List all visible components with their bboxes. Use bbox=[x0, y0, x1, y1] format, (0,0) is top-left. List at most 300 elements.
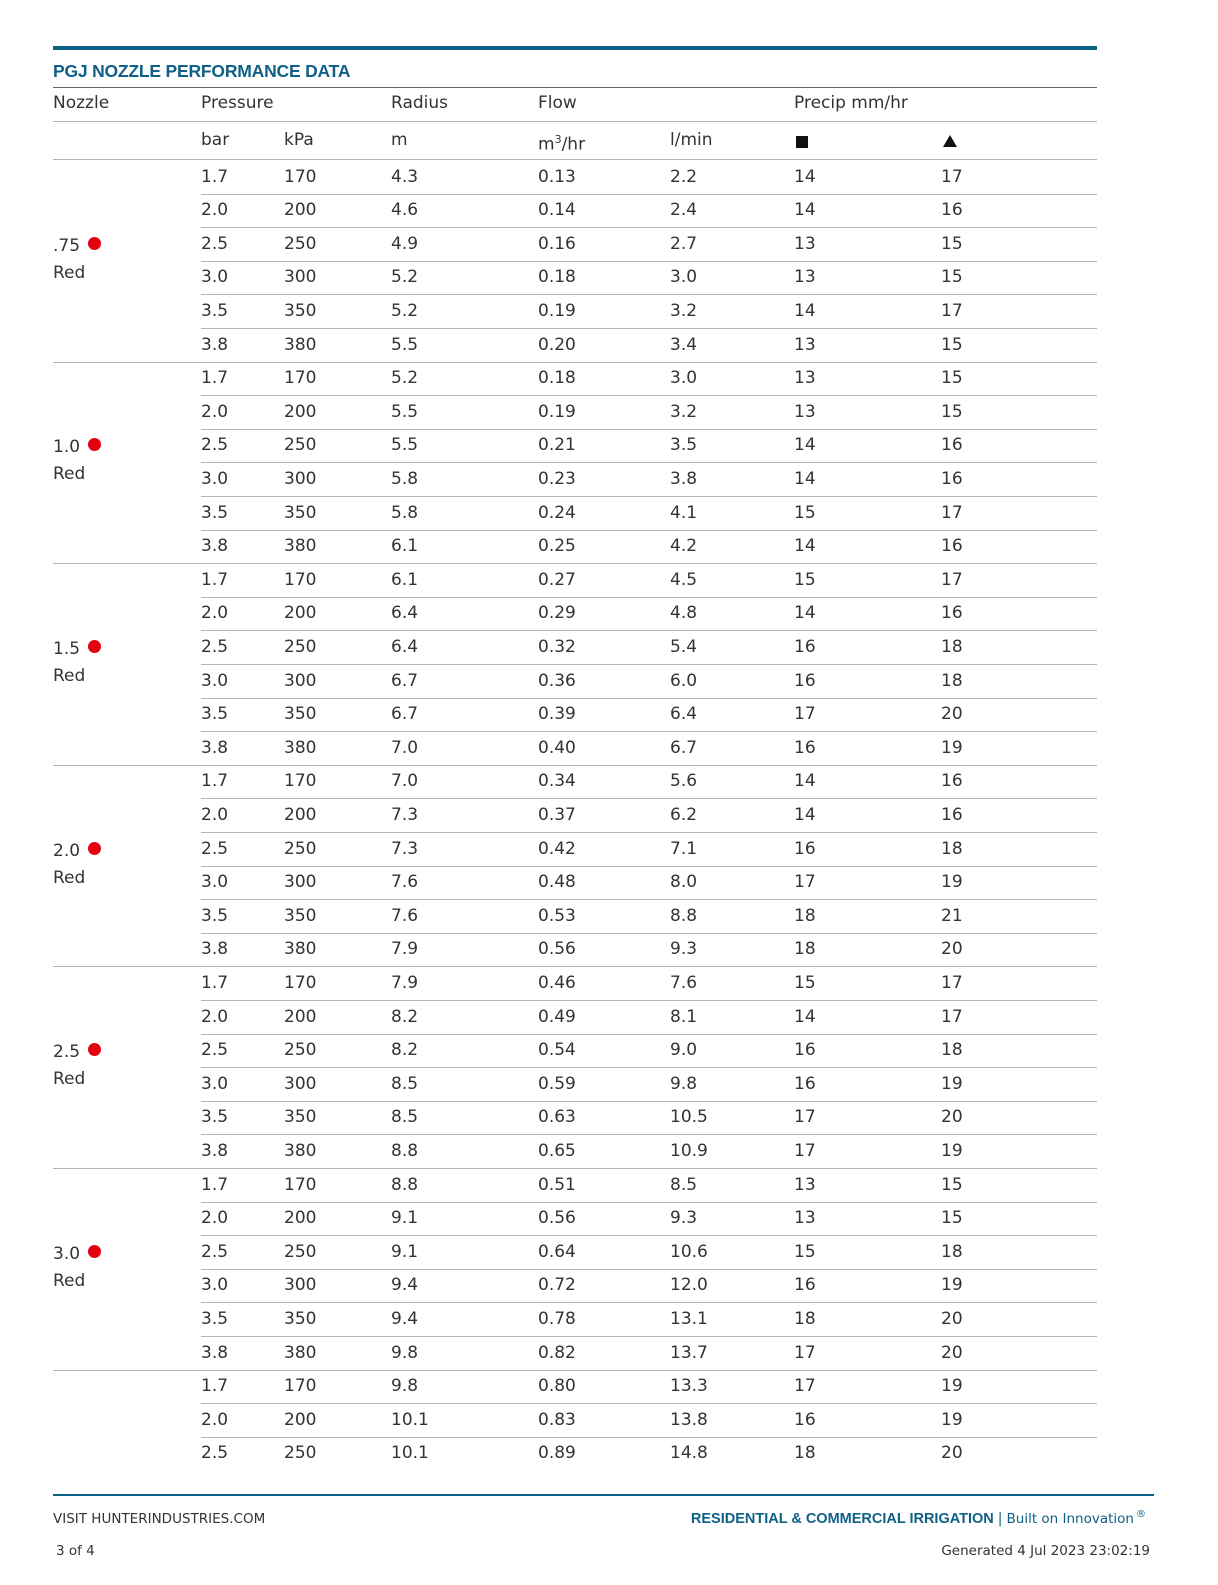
table-cell: 3.0 bbox=[670, 368, 698, 389]
table-cell: 16 bbox=[794, 1275, 816, 1296]
table-cell: 250 bbox=[284, 838, 317, 859]
footer-visit: VISIT HUNTERINDUSTRIES.COM bbox=[53, 1511, 266, 1527]
table-cell: 13 bbox=[794, 233, 816, 254]
table-cell: 17 bbox=[941, 502, 963, 523]
nozzle-label bbox=[53, 1039, 101, 1093]
table-cell: 13 bbox=[794, 1174, 816, 1195]
table-cell: 0.20 bbox=[538, 334, 576, 355]
table-cell: 18 bbox=[794, 1308, 816, 1329]
table-cell: 380 bbox=[284, 536, 317, 557]
table-cell: 3.5 bbox=[201, 1308, 229, 1329]
table-cell: 300 bbox=[284, 468, 317, 489]
top-rule bbox=[53, 46, 1097, 50]
row-divider bbox=[201, 1034, 1097, 1035]
table-cell: 4.3 bbox=[391, 166, 419, 187]
table-cell: 16 bbox=[941, 603, 963, 624]
table-cell: 2.5 bbox=[201, 1040, 229, 1061]
table-cell: 0.64 bbox=[538, 1241, 576, 1262]
header-rule bbox=[53, 87, 1097, 88]
table-cell: 1.7 bbox=[201, 771, 229, 792]
table-cell: 0.82 bbox=[538, 1342, 576, 1363]
table-cell: 300 bbox=[284, 1073, 317, 1094]
table-cell: 3.5 bbox=[201, 704, 229, 725]
table-cell: 250 bbox=[284, 233, 317, 254]
table-cell: 16 bbox=[941, 771, 963, 792]
table-cell: 12.0 bbox=[670, 1275, 708, 1296]
table-cell: 7.0 bbox=[391, 771, 419, 792]
table-cell: 0.53 bbox=[538, 905, 576, 926]
table-cell: 380 bbox=[284, 939, 317, 960]
table-cell: 2.5 bbox=[201, 1241, 229, 1262]
table-cell: 18 bbox=[941, 1040, 963, 1061]
table-cell: 380 bbox=[284, 334, 317, 355]
table-cell: 5.2 bbox=[391, 368, 419, 389]
footer-rule bbox=[53, 1494, 1154, 1496]
table-cell: 0.14 bbox=[538, 200, 576, 221]
table-cell: 2.0 bbox=[201, 1006, 229, 1027]
table-cell: 14 bbox=[794, 1006, 816, 1027]
table-cell: 6.4 bbox=[391, 636, 419, 657]
table-cell: 3.0 bbox=[201, 468, 229, 489]
table-cell: 17 bbox=[794, 1140, 816, 1161]
table-cell: 0.23 bbox=[538, 468, 576, 489]
table-cell: 0.89 bbox=[538, 1443, 576, 1464]
table-cell: 3.5 bbox=[670, 435, 698, 456]
row-divider bbox=[201, 597, 1097, 598]
table-cell: 3.0 bbox=[201, 1275, 229, 1296]
nozzle-size: .75 bbox=[53, 235, 81, 256]
table-cell: 350 bbox=[284, 1308, 317, 1329]
nozzle-label bbox=[53, 1241, 101, 1295]
group-divider bbox=[53, 966, 1097, 967]
table-cell: 9.3 bbox=[670, 1208, 698, 1229]
table-cell: 16 bbox=[794, 1409, 816, 1430]
table-cell: 18 bbox=[941, 636, 963, 657]
row-divider bbox=[201, 261, 1097, 262]
group-divider bbox=[53, 362, 1097, 363]
table-cell: 8.2 bbox=[391, 1006, 419, 1027]
table-cell: 2.5 bbox=[201, 233, 229, 254]
table-cell: 7.3 bbox=[391, 838, 419, 859]
nozzle-label bbox=[53, 838, 101, 892]
footer-tagline: Built on Innovation bbox=[1006, 1511, 1134, 1527]
table-cell: 15 bbox=[941, 368, 963, 389]
table-cell: 0.29 bbox=[538, 603, 576, 624]
table-cell: 19 bbox=[941, 1376, 963, 1397]
table-cell: 13 bbox=[794, 334, 816, 355]
header-flow: Flow bbox=[538, 93, 577, 113]
color-dot-icon bbox=[88, 438, 101, 451]
color-dot-icon bbox=[88, 237, 101, 250]
table-cell: 17 bbox=[794, 1376, 816, 1397]
table-cell: 8.8 bbox=[391, 1174, 419, 1195]
unit-lmin: l/min bbox=[670, 130, 713, 150]
table-cell: 300 bbox=[284, 872, 317, 893]
table-cell: 17 bbox=[794, 704, 816, 725]
table-cell: 8.1 bbox=[670, 1006, 698, 1027]
table-cell: 0.37 bbox=[538, 804, 576, 825]
table-cell: 17 bbox=[941, 972, 963, 993]
table-cell: 5.5 bbox=[391, 401, 419, 422]
group-divider bbox=[53, 765, 1097, 766]
unit-bar: bar bbox=[201, 130, 230, 150]
table-cell: 13 bbox=[794, 401, 816, 422]
table-cell: 15 bbox=[941, 334, 963, 355]
table-cell: 6.1 bbox=[391, 569, 419, 590]
table-cell: 0.59 bbox=[538, 1073, 576, 1094]
nozzle-label bbox=[53, 233, 101, 287]
table-cell: 200 bbox=[284, 1409, 317, 1430]
row-divider bbox=[201, 1403, 1097, 1404]
table-cell: 300 bbox=[284, 1275, 317, 1296]
table-cell: 170 bbox=[284, 368, 317, 389]
header-divider bbox=[53, 121, 1097, 122]
table-cell: 0.18 bbox=[538, 267, 576, 288]
table-cell: 1.7 bbox=[201, 166, 229, 187]
table-cell: 8.5 bbox=[670, 1174, 698, 1195]
table-cell: 14.8 bbox=[670, 1443, 708, 1464]
table-cell: 17 bbox=[794, 1342, 816, 1363]
registered-mark: ® bbox=[1136, 1509, 1146, 1520]
table-cell: 21 bbox=[941, 905, 963, 926]
nozzle-color: Red bbox=[53, 464, 86, 485]
table-cell: 4.2 bbox=[670, 536, 698, 557]
footer-generated: Generated 4 Jul 2023 23:02:19 bbox=[941, 1543, 1150, 1559]
table-cell: 16 bbox=[794, 1073, 816, 1094]
table-cell: 0.49 bbox=[538, 1006, 576, 1027]
table-cell: 170 bbox=[284, 771, 317, 792]
table-cell: 15 bbox=[941, 1174, 963, 1195]
table-cell: 0.13 bbox=[538, 166, 576, 187]
nozzle-size: 2.0 bbox=[53, 840, 81, 861]
nozzle-color: Red bbox=[53, 867, 86, 888]
unit-m3hr: $m^3/hr$ bbox=[538, 133, 586, 155]
row-divider bbox=[201, 1437, 1097, 1438]
square-icon bbox=[796, 133, 808, 153]
table-cell: 6.7 bbox=[391, 704, 419, 725]
table-cell: 14 bbox=[794, 536, 816, 557]
table-cell: 13.3 bbox=[670, 1376, 708, 1397]
table-cell: 10.9 bbox=[670, 1140, 708, 1161]
table-cell: 0.56 bbox=[538, 1208, 576, 1229]
table-cell: 15 bbox=[941, 401, 963, 422]
row-divider bbox=[201, 1202, 1097, 1203]
table-cell: 17 bbox=[794, 872, 816, 893]
table-cell: 0.39 bbox=[538, 704, 576, 725]
table-cell: 5.5 bbox=[391, 334, 419, 355]
header-nozzle: Nozzle bbox=[53, 93, 110, 113]
group-divider bbox=[53, 563, 1097, 564]
row-divider bbox=[201, 1302, 1097, 1303]
table-cell: 0.54 bbox=[538, 1040, 576, 1061]
table-cell: 200 bbox=[284, 804, 317, 825]
table-cell: 7.6 bbox=[391, 905, 419, 926]
table-cell: 350 bbox=[284, 905, 317, 926]
table-cell: 10.6 bbox=[670, 1241, 708, 1262]
table-cell: 5.4 bbox=[670, 636, 698, 657]
table-cell: 17 bbox=[941, 569, 963, 590]
table-cell: 300 bbox=[284, 267, 317, 288]
table-cell: 17 bbox=[794, 1107, 816, 1128]
color-dot-icon bbox=[88, 1245, 101, 1258]
table-cell: 14 bbox=[794, 771, 816, 792]
table-cell: 16 bbox=[941, 435, 963, 456]
nozzle-size: 1.5 bbox=[53, 639, 81, 659]
row-divider bbox=[201, 429, 1097, 430]
nozzle-size: 3.0 bbox=[53, 1243, 81, 1264]
table-cell: 2.4 bbox=[670, 200, 698, 221]
table-cell: 170 bbox=[284, 166, 317, 187]
table-cell: 7.9 bbox=[391, 939, 419, 960]
table-cell: 3.8 bbox=[201, 939, 229, 960]
table-cell: 20 bbox=[941, 1308, 963, 1329]
table-cell: 15 bbox=[794, 1241, 816, 1262]
table-cell: 20 bbox=[941, 1342, 963, 1363]
table-cell: 1.7 bbox=[201, 1376, 229, 1397]
table-cell: 170 bbox=[284, 569, 317, 590]
table-cell: 3.2 bbox=[670, 401, 698, 422]
row-divider bbox=[201, 731, 1097, 732]
table-cell: 19 bbox=[941, 872, 963, 893]
table-cell: 8.0 bbox=[670, 872, 698, 893]
table-cell: 0.51 bbox=[538, 1174, 576, 1195]
table-cell: 8.8 bbox=[670, 905, 698, 926]
row-divider bbox=[201, 664, 1097, 665]
table-cell: 14 bbox=[794, 200, 816, 221]
table-cell: 9.4 bbox=[391, 1275, 419, 1296]
table-cell: 0.65 bbox=[538, 1140, 576, 1161]
table-cell: 14 bbox=[794, 603, 816, 624]
row-divider bbox=[201, 328, 1097, 329]
row-divider bbox=[201, 1269, 1097, 1270]
table-cell: 16 bbox=[794, 838, 816, 859]
table-cell: 17 bbox=[941, 300, 963, 321]
table-cell: 2.5 bbox=[201, 435, 229, 456]
table-cell: 15 bbox=[941, 267, 963, 288]
table-cell: 0.42 bbox=[538, 838, 576, 859]
table-cell: 19 bbox=[941, 1073, 963, 1094]
table-cell: 3.8 bbox=[201, 536, 229, 557]
table-cell: 1.7 bbox=[201, 972, 229, 993]
table-cell: 250 bbox=[284, 636, 317, 657]
table-cell: 7.3 bbox=[391, 804, 419, 825]
table-cell: 9.4 bbox=[391, 1308, 419, 1329]
table-cell: 9.8 bbox=[391, 1376, 419, 1397]
table-cell: 15 bbox=[794, 502, 816, 523]
table-cell: 16 bbox=[941, 804, 963, 825]
table-cell: 14 bbox=[794, 468, 816, 489]
table-cell: 0.25 bbox=[538, 536, 576, 557]
table-cell: 2.0 bbox=[201, 1208, 229, 1229]
table-cell: 10.1 bbox=[391, 1409, 429, 1430]
footer-brand bbox=[691, 1509, 1146, 1527]
table-cell: 3.8 bbox=[201, 1140, 229, 1161]
table-cell: 9.3 bbox=[670, 939, 698, 960]
header-pressure: Pressure bbox=[201, 93, 274, 113]
table-cell: 0.36 bbox=[538, 670, 576, 691]
nozzle-color: Red bbox=[53, 262, 86, 283]
nozzle-label bbox=[53, 636, 101, 690]
table-cell: 14 bbox=[794, 435, 816, 456]
nozzle-color: Red bbox=[53, 666, 86, 686]
nozzle-size: 1.0 bbox=[53, 437, 81, 458]
table-cell: 200 bbox=[284, 1006, 317, 1027]
units-divider bbox=[53, 159, 1097, 160]
table-cell: 0.18 bbox=[538, 368, 576, 389]
table-cell: 380 bbox=[284, 737, 317, 758]
table-cell: 7.9 bbox=[391, 972, 419, 993]
table-cell: 18 bbox=[941, 670, 963, 691]
triangle-icon bbox=[943, 132, 957, 152]
footer-brand-name: RESIDENTIAL & COMMERCIAL IRRIGATION bbox=[690, 1511, 994, 1527]
table-cell: 3.5 bbox=[201, 1107, 229, 1128]
nozzle-color: Red bbox=[53, 1270, 86, 1291]
table-cell: 15 bbox=[794, 972, 816, 993]
table-cell: 1.7 bbox=[201, 1174, 229, 1195]
table-cell: 6.2 bbox=[670, 804, 698, 825]
row-divider bbox=[201, 798, 1097, 799]
table-cell: 13 bbox=[794, 1208, 816, 1229]
header-precip: Precip mm/hr bbox=[794, 93, 908, 113]
table-cell: 250 bbox=[284, 1040, 317, 1061]
table-cell: 250 bbox=[284, 1241, 317, 1262]
color-dot-icon bbox=[88, 842, 101, 855]
table-cell: 3.4 bbox=[670, 334, 698, 355]
table-cell: 0.83 bbox=[538, 1409, 576, 1430]
table-cell: 19 bbox=[941, 1275, 963, 1296]
table-cell: 4.9 bbox=[391, 233, 419, 254]
row-divider bbox=[201, 227, 1097, 228]
color-dot-icon bbox=[88, 1043, 101, 1056]
table-cell: 8.5 bbox=[391, 1107, 419, 1128]
table-cell: 18 bbox=[794, 905, 816, 926]
table-cell: 7.6 bbox=[670, 972, 698, 993]
table-cell: 13.8 bbox=[670, 1409, 708, 1430]
table-cell: 15 bbox=[941, 233, 963, 254]
table-cell: 8.8 bbox=[391, 1140, 419, 1161]
table-cell: 0.16 bbox=[538, 233, 576, 254]
table-cell: 19 bbox=[941, 737, 963, 758]
table-cell: 200 bbox=[284, 1208, 317, 1229]
table-cell: 5.5 bbox=[391, 435, 419, 456]
table-cell: 16 bbox=[941, 200, 963, 221]
table-cell: 200 bbox=[284, 401, 317, 422]
row-divider bbox=[201, 1067, 1097, 1068]
table-cell: 6.7 bbox=[391, 670, 419, 691]
row-divider bbox=[201, 832, 1097, 833]
table-cell: 9.8 bbox=[670, 1073, 698, 1094]
table-cell: 0.63 bbox=[538, 1107, 576, 1128]
table-cell: 3.5 bbox=[201, 300, 229, 321]
table-cell: 4.8 bbox=[670, 603, 698, 624]
table-cell: 2.0 bbox=[201, 1409, 229, 1430]
table-cell: 6.0 bbox=[670, 670, 698, 691]
table-cell: 8.5 bbox=[391, 1073, 419, 1094]
table-cell: 3.8 bbox=[201, 334, 229, 355]
table-cell: 3.0 bbox=[670, 267, 698, 288]
footer-page-number: 3 of 4 bbox=[56, 1543, 95, 1559]
table-cell: 0.48 bbox=[538, 872, 576, 893]
row-divider bbox=[201, 395, 1097, 396]
table-cell: 170 bbox=[284, 972, 317, 993]
nozzle-label bbox=[53, 434, 101, 488]
table-cell: 9.1 bbox=[391, 1241, 419, 1262]
unit-kpa: kPa bbox=[284, 130, 314, 150]
table-cell: 18 bbox=[794, 1443, 816, 1464]
table-cell: 380 bbox=[284, 1342, 317, 1363]
table-cell: 20 bbox=[941, 939, 963, 960]
table-cell: 2.0 bbox=[201, 200, 229, 221]
footer-brand-separator: | bbox=[997, 1511, 1003, 1527]
table-cell: 7.0 bbox=[391, 737, 419, 758]
nozzle-size: 2.5 bbox=[53, 1042, 81, 1063]
table-cell: 0.40 bbox=[538, 737, 576, 758]
table-cell: 18 bbox=[794, 939, 816, 960]
table-cell: 16 bbox=[941, 468, 963, 489]
table-cell: 3.0 bbox=[201, 1073, 229, 1094]
table-cell: 0.80 bbox=[538, 1376, 576, 1397]
row-divider bbox=[201, 294, 1097, 295]
table-cell: 0.32 bbox=[538, 636, 576, 657]
table-cell: 3.5 bbox=[201, 502, 229, 523]
table-cell: 0.19 bbox=[538, 300, 576, 321]
table-cell: 0.78 bbox=[538, 1308, 576, 1329]
table-cell: 8.2 bbox=[391, 1040, 419, 1061]
table-cell: 170 bbox=[284, 1376, 317, 1397]
table-cell: 5.6 bbox=[670, 771, 698, 792]
table-cell: 0.21 bbox=[538, 435, 576, 456]
table-cell: 5.2 bbox=[391, 300, 419, 321]
row-divider bbox=[201, 1336, 1097, 1337]
table-cell: 1.7 bbox=[201, 368, 229, 389]
table-cell: 2.7 bbox=[670, 233, 698, 254]
table-cell: 1.7 bbox=[201, 569, 229, 590]
table-cell: 5.8 bbox=[391, 502, 419, 523]
table-cell: 0.56 bbox=[538, 939, 576, 960]
table-cell: 10.1 bbox=[391, 1443, 429, 1464]
table-cell: 13 bbox=[794, 267, 816, 288]
table-cell: 6.7 bbox=[670, 737, 698, 758]
table-cell: 350 bbox=[284, 502, 317, 523]
table-cell: 2.2 bbox=[670, 166, 698, 187]
table-cell: 9.8 bbox=[391, 1342, 419, 1363]
table-cell: 5.8 bbox=[391, 468, 419, 489]
table-cell: 19 bbox=[941, 1140, 963, 1161]
page-title: PGJ NOZZLE PERFORMANCE DATA bbox=[53, 61, 351, 81]
table-cell: 20 bbox=[941, 1107, 963, 1128]
row-divider bbox=[201, 1000, 1097, 1001]
row-divider bbox=[201, 899, 1097, 900]
table-cell: 6.1 bbox=[391, 536, 419, 557]
table-cell: 300 bbox=[284, 670, 317, 691]
table-cell: 17 bbox=[941, 1006, 963, 1027]
table-cell: 7.6 bbox=[391, 872, 419, 893]
table-cell: 200 bbox=[284, 603, 317, 624]
group-divider bbox=[53, 1370, 1097, 1371]
table-cell: 17 bbox=[941, 166, 963, 187]
table-cell: 16 bbox=[794, 737, 816, 758]
table-cell: 15 bbox=[794, 569, 816, 590]
table-cell: 0.46 bbox=[538, 972, 576, 993]
row-divider bbox=[201, 496, 1097, 497]
table-cell: 0.34 bbox=[538, 771, 576, 792]
table-cell: 19 bbox=[941, 1409, 963, 1430]
table-cell: 13.7 bbox=[670, 1342, 708, 1363]
table-cell: 350 bbox=[284, 300, 317, 321]
table-cell: 4.6 bbox=[391, 200, 419, 221]
table-cell: 3.8 bbox=[201, 737, 229, 758]
table-cell: 16 bbox=[794, 636, 816, 657]
